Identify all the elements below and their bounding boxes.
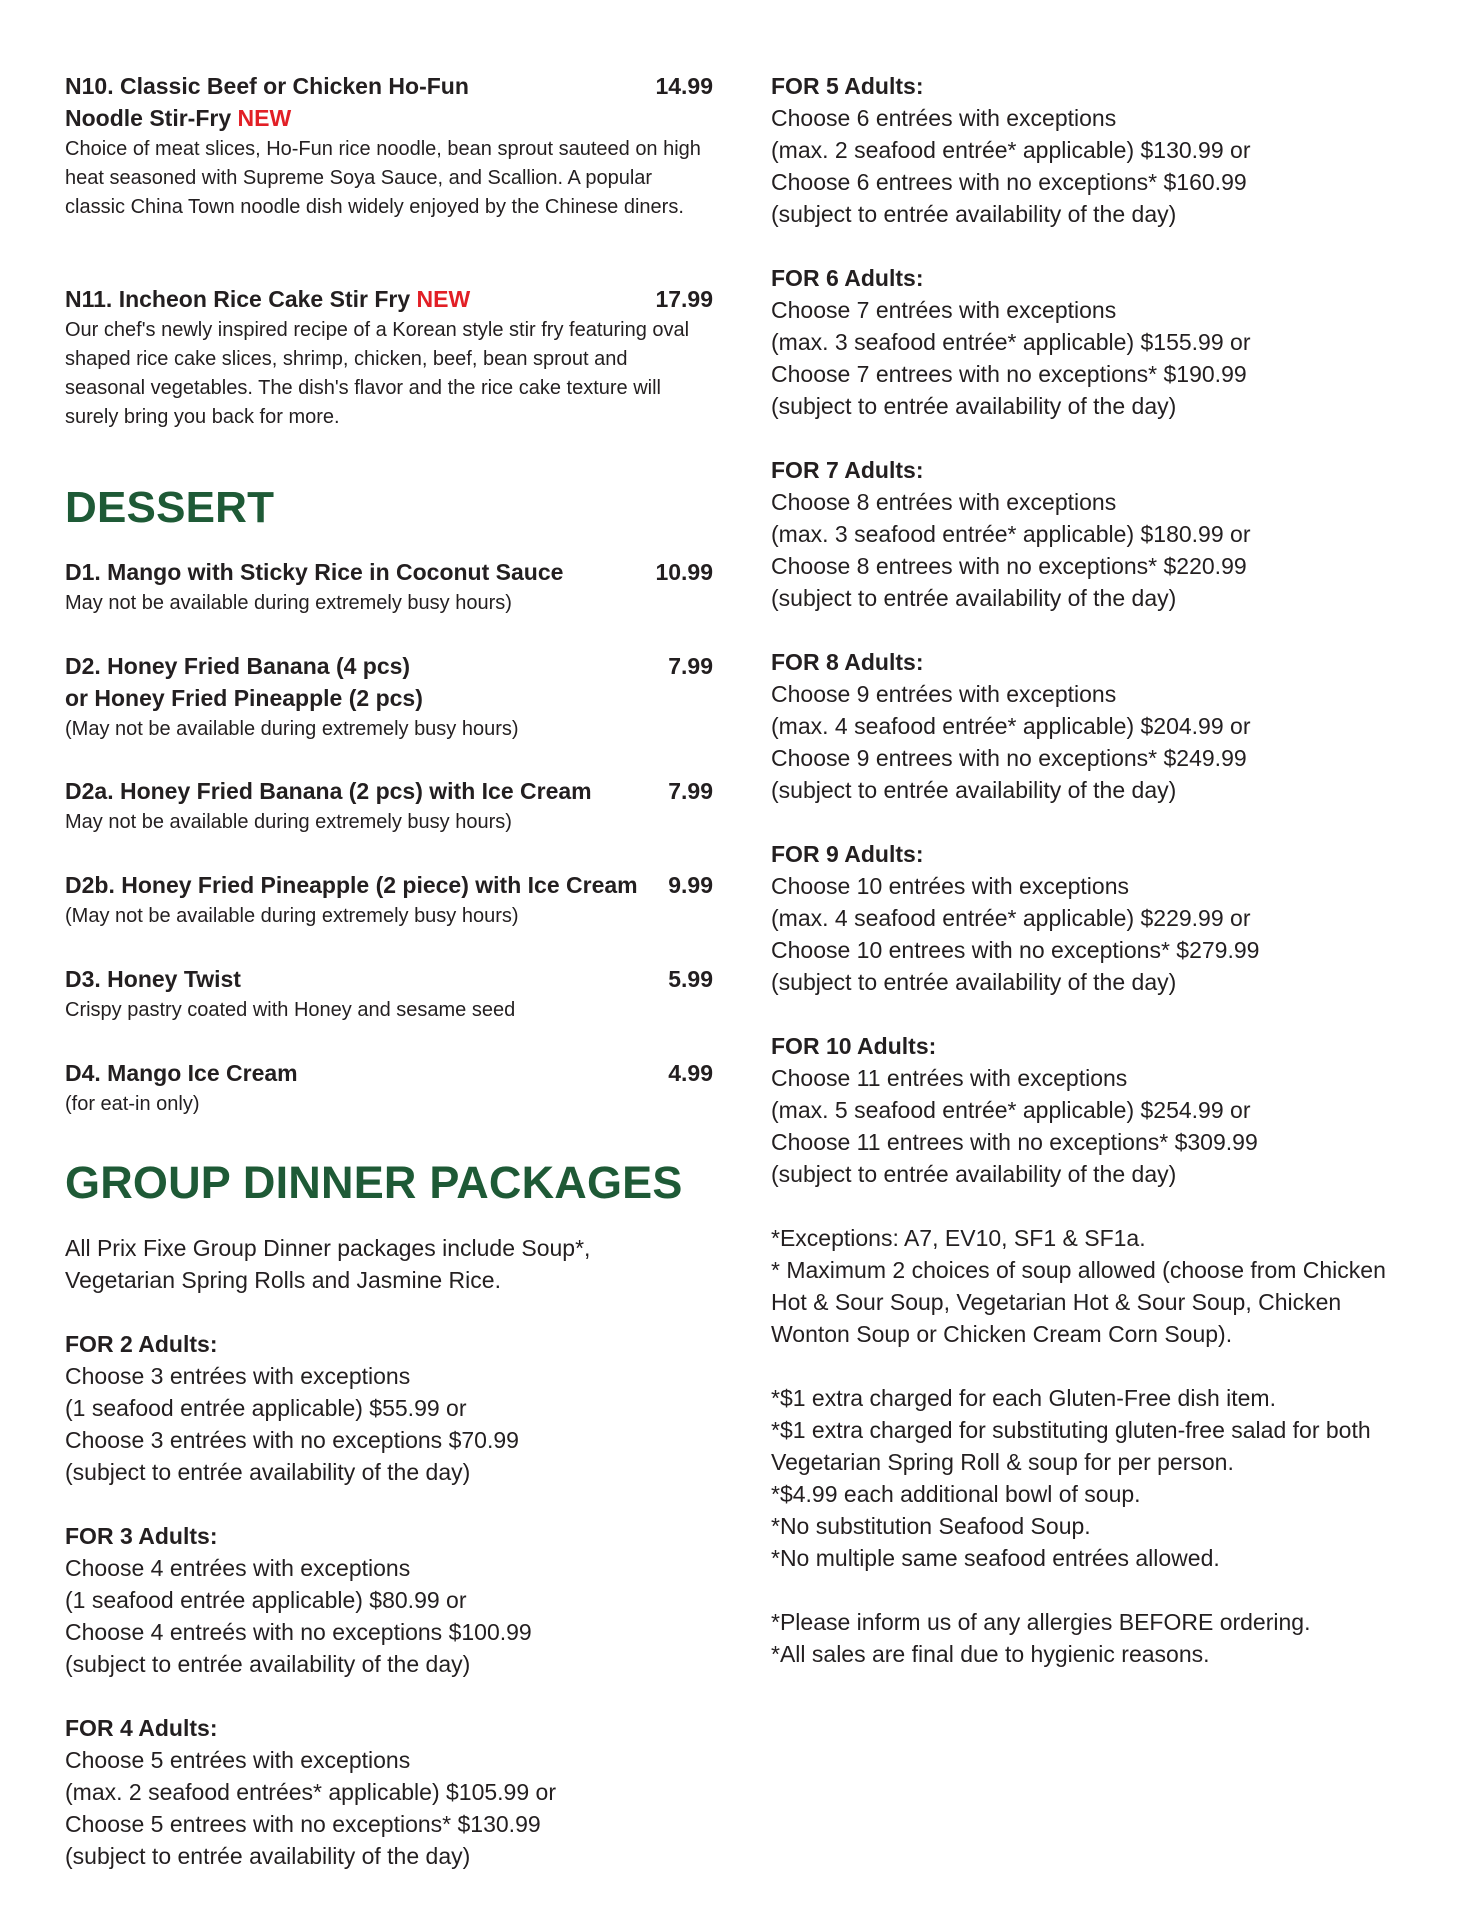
package-line: (subject to entrée availability of the day) bbox=[771, 393, 1177, 419]
package-line: Choose 11 entrees with no exceptions* $309.99 bbox=[771, 1129, 1258, 1155]
package-line: (subject to entrée availability of the day) bbox=[771, 585, 1177, 611]
note-line: *All sales are final due to hygienic reasons. bbox=[771, 1641, 1210, 1667]
package-line: (max. 5 seafood entrée* applicable) $254.99 or bbox=[771, 1097, 1251, 1123]
package-6-adults bbox=[771, 262, 1250, 422]
package-line: Choose 6 entrees with no exceptions* $160.99 bbox=[771, 169, 1247, 195]
package-line: Choose 6 entrées with exceptions bbox=[771, 105, 1117, 131]
item-price: 10.99 bbox=[655, 559, 713, 585]
package-line: Choose 4 entrées with exceptions bbox=[65, 1555, 411, 1581]
item-price: 7.99 bbox=[668, 653, 713, 679]
package-2-adults bbox=[65, 1328, 519, 1488]
package-line: (max. 4 seafood entrée* applicable) $229.99 or bbox=[771, 905, 1251, 931]
package-title: FOR 3 Adults: bbox=[65, 1523, 218, 1549]
note-line: *$4.99 each additional bowl of soup. bbox=[771, 1481, 1141, 1507]
package-line: Choose 9 entrées with exceptions bbox=[771, 681, 1117, 707]
package-line: (max. 3 seafood entrée* applicable) $155.99 or bbox=[771, 329, 1251, 355]
dessert-item-d2a bbox=[65, 775, 713, 837]
note-line: *$1 extra charged for substituting gluten-free salad for both Vegetarian Spring Roll & soup for per person. bbox=[771, 1417, 1371, 1475]
package-line: Choose 7 entrées with exceptions bbox=[771, 297, 1117, 323]
item-name: D2a. Honey Fried Banana (2 pcs) with Ice Cream bbox=[65, 778, 592, 804]
package-line: Choose 5 entrees with no exceptions* $130.99 bbox=[65, 1811, 541, 1837]
section-title-dessert: DESSERT bbox=[65, 483, 275, 532]
package-line: (1 seafood entrée applicable) $55.99 or bbox=[65, 1395, 467, 1421]
intro-line: Vegetarian Spring Rolls and Jasmine Rice. bbox=[65, 1267, 501, 1293]
package-7-adults bbox=[771, 454, 1250, 614]
item-note: (for eat-in only) bbox=[65, 1093, 200, 1115]
item-note: May not be available during extremely busy hours) bbox=[65, 592, 512, 614]
item-name: D2. Honey Fried Banana (4 pcs) bbox=[65, 653, 411, 679]
charges-notes bbox=[771, 1382, 1451, 1574]
package-line: (max. 3 seafood entrée* applicable) $180.99 or bbox=[771, 521, 1251, 547]
item-price: 4.99 bbox=[668, 1060, 713, 1086]
package-title: FOR 2 Adults: bbox=[65, 1331, 218, 1357]
package-9-adults bbox=[771, 838, 1259, 998]
item-note: (May not be available during extremely busy hours) bbox=[65, 718, 519, 740]
package-line: (subject to entrée availability of the day) bbox=[771, 1161, 1177, 1187]
package-title: FOR 7 Adults: bbox=[771, 457, 924, 483]
item-description: Choice of meat slices, Ho-Fun rice noodle, bean sprout sauteed on high heat seasoned with Supreme Soya Sauce, and Scallion. A popular classic China Town noodle dish widely enjoyed by the Chinese diners. bbox=[65, 138, 701, 218]
new-badge: NEW bbox=[416, 286, 471, 312]
package-8-adults bbox=[771, 646, 1250, 806]
item-name-line2: Noodle Stir-Fry bbox=[65, 105, 232, 131]
new-badge: NEW bbox=[237, 105, 292, 131]
package-line: Choose 3 entrées with no exceptions $70.99 bbox=[65, 1427, 519, 1453]
note-line: *No substitution Seafood Soup. bbox=[771, 1513, 1091, 1539]
dessert-item-d1 bbox=[65, 556, 713, 618]
package-5-adults bbox=[771, 70, 1250, 230]
package-line: Choose 9 entrees with no exceptions* $249.99 bbox=[771, 745, 1247, 771]
item-price: 17.99 bbox=[655, 286, 713, 312]
item-price: 7.99 bbox=[668, 778, 713, 804]
note-line: *$1 extra charged for each Gluten-Free dish item. bbox=[771, 1385, 1276, 1411]
package-line: Choose 3 entrées with exceptions bbox=[65, 1363, 411, 1389]
package-line: (1 seafood entrée applicable) $80.99 or bbox=[65, 1587, 467, 1613]
package-line: (max. 2 seafood entrée* applicable) $130.99 or bbox=[771, 137, 1251, 163]
package-4-adults bbox=[65, 1712, 556, 1872]
dessert-item-d2b bbox=[65, 869, 713, 931]
package-title: FOR 8 Adults: bbox=[771, 649, 924, 675]
package-line: (max. 4 seafood entrée* applicable) $204.99 or bbox=[771, 713, 1251, 739]
package-title: FOR 9 Adults: bbox=[771, 841, 924, 867]
group-intro bbox=[65, 1232, 685, 1296]
item-name: D1. Mango with Sticky Rice in Coconut Sauce bbox=[65, 559, 564, 585]
menu-item-n10 bbox=[65, 70, 713, 222]
item-title bbox=[65, 283, 713, 315]
note-line: *No multiple same seafood entrées allowed. bbox=[771, 1545, 1220, 1571]
package-line: (max. 2 seafood entrées* applicable) $105.99 or bbox=[65, 1779, 556, 1805]
item-name: N11. Incheon Rice Cake Stir Fry bbox=[65, 286, 411, 312]
item-note: (May not be available during extremely busy hours) bbox=[65, 905, 519, 927]
exceptions-notes bbox=[771, 1222, 1451, 1350]
package-line: Choose 10 entrees with no exceptions* $279.99 bbox=[771, 937, 1260, 963]
package-line: (subject to entrée availability of the day) bbox=[771, 969, 1177, 995]
package-line: Choose 4 entreés with no exceptions $100.99 bbox=[65, 1619, 532, 1645]
package-line: Choose 10 entrées with exceptions bbox=[771, 873, 1129, 899]
item-price: 9.99 bbox=[668, 872, 713, 898]
dessert-item-d2 bbox=[65, 650, 713, 744]
package-line: Choose 5 entrées with exceptions bbox=[65, 1747, 411, 1773]
note-line: *Please inform us of any allergies BEFORE ordering. bbox=[771, 1609, 1311, 1635]
item-note: May not be available during extremely busy hours) bbox=[65, 811, 512, 833]
note-line: * Maximum 2 choices of soup allowed (choose from Chicken Hot & Sour Soup, Vegetarian Hot & Sour Soup, Chicken Wonton Soup or Chicken Cream Corn Soup). bbox=[771, 1257, 1386, 1347]
package-title: FOR 4 Adults: bbox=[65, 1715, 218, 1741]
item-title bbox=[65, 70, 713, 134]
final-notes bbox=[771, 1606, 1451, 1670]
package-title: FOR 10 Adults: bbox=[771, 1033, 937, 1059]
package-line: (subject to entrée availability of the day) bbox=[65, 1651, 471, 1677]
item-name-line2: or Honey Fried Pineapple (2 pcs) bbox=[65, 685, 423, 711]
package-line: Choose 7 entrees with no exceptions* $190.99 bbox=[771, 361, 1247, 387]
package-title: FOR 5 Adults: bbox=[771, 73, 924, 99]
package-line: Choose 8 entrees with no exceptions* $220.99 bbox=[771, 553, 1247, 579]
package-title: FOR 6 Adults: bbox=[771, 265, 924, 291]
item-price: 5.99 bbox=[668, 966, 713, 992]
item-name: D3. Honey Twist bbox=[65, 966, 241, 992]
note-line: *Exceptions: A7, EV10, SF1 & SF1a. bbox=[771, 1225, 1146, 1251]
package-line: (subject to entrée availability of the day) bbox=[771, 201, 1177, 227]
dessert-item-d4 bbox=[65, 1057, 713, 1119]
package-line: (subject to entrée availability of the day) bbox=[771, 777, 1177, 803]
section-title-group-dinner: GROUP DINNER PACKAGES bbox=[65, 1157, 683, 1208]
package-3-adults bbox=[65, 1520, 532, 1680]
intro-line: All Prix Fixe Group Dinner packages include Soup*, bbox=[65, 1235, 591, 1261]
package-line: (subject to entrée availability of the day) bbox=[65, 1843, 471, 1869]
item-name: N10. Classic Beef or Chicken Ho-Fun bbox=[65, 73, 469, 99]
item-description: Our chef's newly inspired recipe of a Korean style stir fry featuring oval shaped rice cake slices, shrimp, chicken, beef, bean sprout and seasonal vegetables. The dish's flavor and the rice cake texture will surely bring you back for more. bbox=[65, 319, 690, 428]
package-line: Choose 8 entrées with exceptions bbox=[771, 489, 1117, 515]
dessert-item-d3 bbox=[65, 963, 713, 1025]
menu-item-n11 bbox=[65, 283, 713, 432]
item-name: D4. Mango Ice Cream bbox=[65, 1060, 298, 1086]
item-note: Crispy pastry coated with Honey and sesame seed bbox=[65, 999, 516, 1021]
package-line: (subject to entrée availability of the day) bbox=[65, 1459, 471, 1485]
item-price: 14.99 bbox=[655, 73, 713, 99]
package-line: Choose 11 entrées with exceptions bbox=[771, 1065, 1128, 1091]
package-10-adults bbox=[771, 1030, 1258, 1190]
item-name: D2b. Honey Fried Pineapple (2 piece) with Ice Cream bbox=[65, 872, 638, 898]
